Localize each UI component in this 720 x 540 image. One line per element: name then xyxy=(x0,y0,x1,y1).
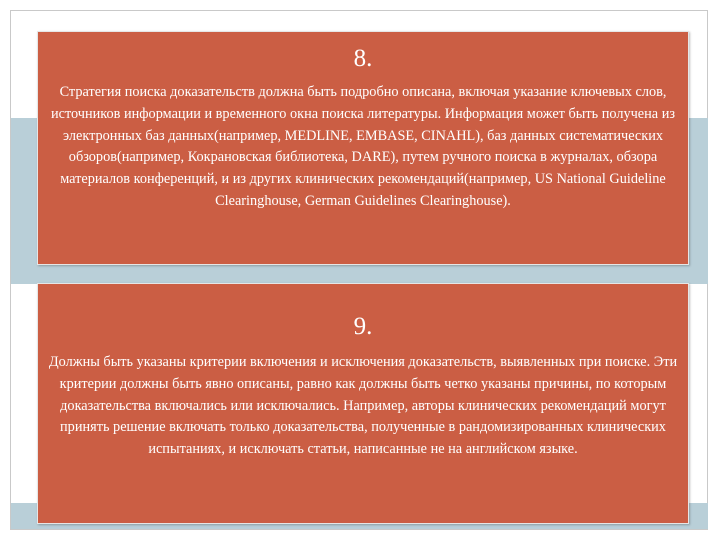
card-number: 8. xyxy=(353,45,373,72)
content-card-8 xyxy=(37,31,689,265)
content-card-9 xyxy=(37,283,689,524)
card-text: Должны быть указаны критерии включения и исключения доказательств, выявленных при поиске. Эти критерии должны быть явно описаны, равно как должны быть четко указаны причины, по которым доказательства включались или исключались. Например, авторы клинических рекомендаций могут принять решение включать только доказательства, полученные в рандомизированных клинических испытаниях, и исключать статьи, написанные не на английском языке. xyxy=(48,354,678,458)
card-text: Стратегия поиска доказательств должна быть подробно описана, включая указание ключевых слов, источников информации и временного окна поиска литературы. Информация может быть получена из электронных баз данных(например, MEDLINE, EMBASE, CINAHL), баз данных систематических обзоров(например, Кокрановская библиотека, DARE), путем ручного поиска в журналах, обзора материалов конференций, и из других клинических рекомендаций(например, US National Guideline Clearinghouse, German Guidelines Clearinghouse). xyxy=(50,84,676,209)
card-number: 9. xyxy=(353,313,373,340)
